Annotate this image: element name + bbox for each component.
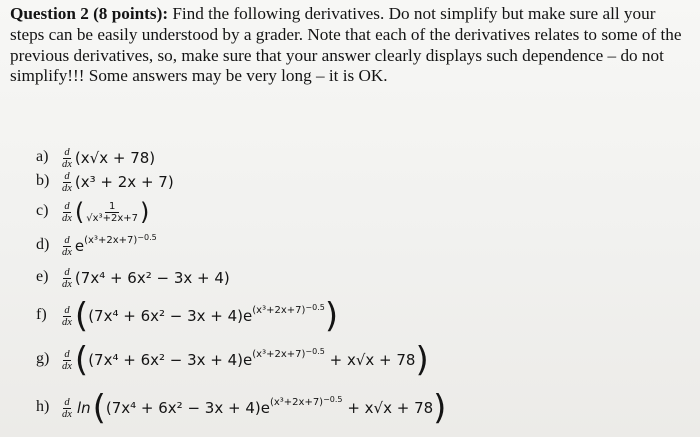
- item-label: g): [36, 350, 50, 367]
- exponent-power: −0.5: [323, 394, 343, 404]
- item-label: h): [36, 398, 50, 415]
- expression-body: (x³ + 2x + 7): [74, 173, 174, 191]
- exponential-base: e: [74, 237, 85, 255]
- exponent-power: −0.5: [305, 302, 325, 312]
- expression-body: (7x⁴ + 6x² − 3x + 4)e: [88, 307, 253, 325]
- exponent-power: −0.5: [305, 346, 325, 356]
- exponent-power: −0.5: [137, 232, 157, 242]
- expression-tail: + x√x + 78: [329, 351, 416, 369]
- ddx-operator: d dx: [62, 304, 72, 328]
- derivative-item-c: [0, 196, 700, 228]
- ddx-operator: d dx: [62, 396, 72, 420]
- derivative-item-b: [0, 166, 700, 198]
- item-expression: [62, 166, 174, 198]
- expression-tail: + x√x + 78: [347, 399, 434, 417]
- derivative-item-g: [0, 340, 700, 380]
- expression-body: (x√x + 78): [74, 149, 156, 167]
- derivative-item-h: [0, 388, 700, 428]
- item-expression: d dx ln ( (7x⁴ + 6x² − 3x + 4)e (x³+2x+7) −0.5 + x√x + 78 ): [62, 388, 447, 428]
- question-text: [10, 4, 694, 87]
- exponent: (x³+2x+7): [252, 348, 306, 360]
- item-expression: [62, 262, 230, 294]
- item-label: a): [36, 148, 49, 165]
- question-instructions: Find the following derivatives. Do not simplify but make sure all your steps can be easily understood by a grader. Note that each of the derivatives relates to some of the previous derivatives, so, make sure that your answer clearly displays such dependence – do not simplify!!! Some answers may be very long – it is OK.: [10, 4, 682, 86]
- log-function: ln: [76, 399, 91, 417]
- expression-body: (7x⁴ + 6x² − 3x + 4): [74, 269, 230, 287]
- item-expression: [62, 230, 157, 262]
- item-label: f): [36, 306, 47, 323]
- ddx-operator: d dx: [62, 234, 72, 258]
- expression-body: (7x⁴ + 6x² − 3x + 4)e: [88, 351, 253, 369]
- item-label: c): [36, 202, 49, 219]
- derivative-item-f: [0, 296, 700, 336]
- ddx-operator: d dx: [62, 200, 72, 224]
- expression-body: (7x⁴ + 6x² − 3x + 4)e: [105, 399, 270, 417]
- ddx-operator: d dx: [62, 348, 72, 372]
- exponent: (x³+2x+7): [252, 304, 306, 316]
- ddx-operator: d dx: [62, 146, 72, 170]
- ddx-operator: d dx: [62, 170, 72, 194]
- item-label: d): [36, 236, 50, 253]
- derivative-item-d: [0, 230, 700, 262]
- fraction: $\frac{1}{\text{√x³+2x+7}}$: [86, 200, 138, 224]
- exponent: (x³+2x+7): [84, 234, 138, 246]
- item-label: e): [36, 268, 49, 285]
- exponent: (x³+2x+7): [269, 396, 324, 408]
- item-expression: d dx ( (7x⁴ + 6x² − 3x + 4)e (x³+2x+7) −0.5 + x√x + 78 ): [62, 340, 429, 380]
- derivative-item-e: [0, 262, 700, 294]
- item-label: b): [36, 172, 50, 189]
- item-expression: d dx ( (7x⁴ + 6x² − 3x + 4)e (x³+2x+7) −0.5 ): [62, 296, 339, 336]
- question-heading: Question 2 (8 points):: [10, 4, 169, 23]
- ddx-operator: d dx: [62, 266, 72, 290]
- item-expression: d dx ( $\frac{1}{\text{√x³+2x+7}}$ ): [62, 198, 150, 226]
